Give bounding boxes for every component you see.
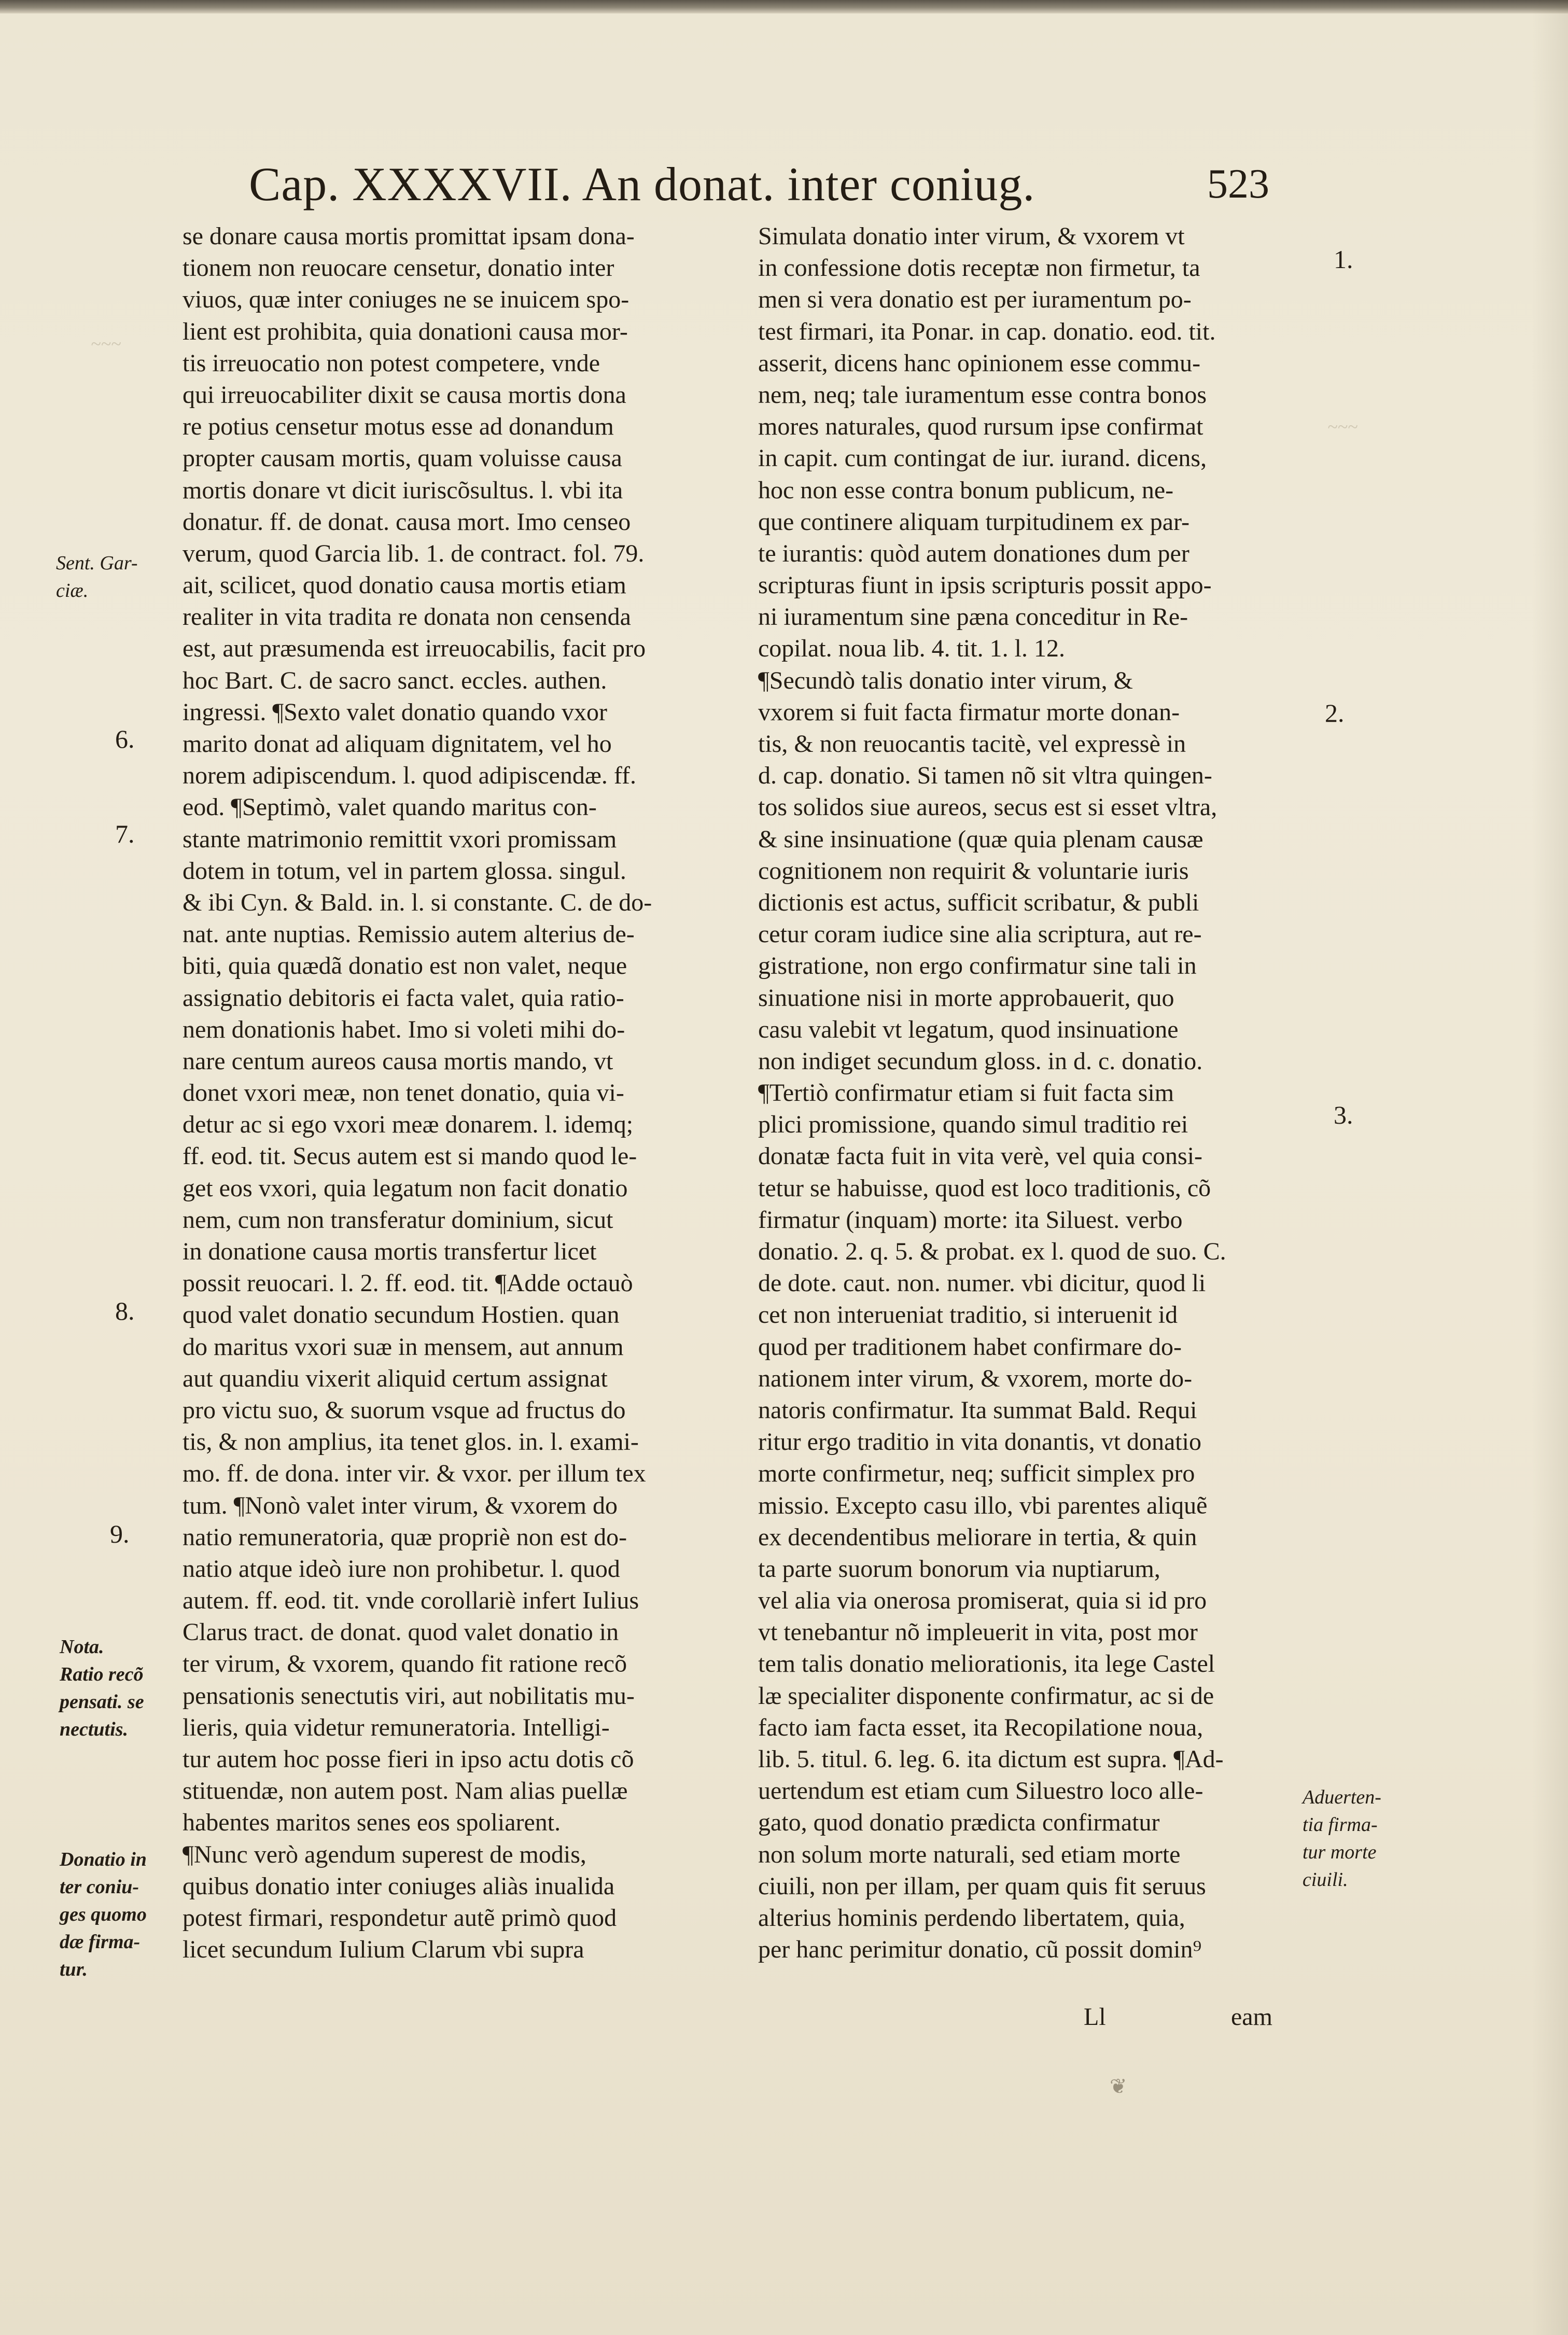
left-column-line: pensationis senectutis viri, aut nobilitatis mu- xyxy=(183,1682,635,1710)
show-through-mark: ~~~ xyxy=(1327,416,1358,437)
right-column-line: & sine insinuatione (quæ quia plenam causæ xyxy=(758,825,1203,853)
right-column-line: hoc non esse contra bonum publicum, ne- xyxy=(758,476,1174,504)
right-column-line: tis, & non reuocantis tacitè, vel expressè in xyxy=(758,730,1186,758)
right-column-line: asserit, dicens hanc opinionem esse commu- xyxy=(758,349,1201,377)
right-column-line: de dote. caut. non. numer. vbi dicitur, quod li xyxy=(758,1269,1206,1297)
left-column-line: pro victu suo, & suorum vsque ad fructus do xyxy=(183,1396,626,1424)
left-column-line: marito donat ad aliquam dignitatem, vel ho xyxy=(183,730,612,758)
right-column-line: in capit. cum contingat de iur. iurand. dicens, xyxy=(758,444,1207,472)
right-column-line: per hanc perimitur donatio, cũ possit domin⁹ xyxy=(758,1936,1202,1964)
left-column-line: hoc Bart. C. de sacro sanct. eccles. authen. xyxy=(183,666,607,694)
left-column-line: natio remuneratoria, quæ propriè non est do- xyxy=(183,1523,627,1551)
left-column-line: tum. ¶Nonò valet inter virum, & vxorem do xyxy=(183,1491,618,1519)
right-column-line: missio. Excepto casu illo, vbi parentes aliquẽ xyxy=(758,1491,1208,1519)
right-column-line: casu valebit vt legatum, quod insinuatione xyxy=(758,1015,1179,1043)
left-column-line: biti, quia quædã donatio est non valet, neque xyxy=(183,952,627,980)
left-column-line: possit reuocari. l. 2. ff. eod. tit. ¶Adde octauò xyxy=(183,1269,633,1297)
left-column-line: dotem in totum, vel in partem glossa. singul. xyxy=(183,857,626,885)
left-text-column xyxy=(183,220,722,1965)
right-column-line: læ specialiter disponente confirmatur, ac si de xyxy=(758,1682,1214,1710)
right-column-line: Simulata donatio inter virum, & vxorem vt xyxy=(758,222,1185,250)
left-column-line: qui irreuocabiliter dixit se causa mortis dona xyxy=(183,381,626,409)
left-column-line: lient est prohibita, quia donationi causa mor- xyxy=(183,317,628,345)
left-column-line: viuos, quæ inter coniuges ne se inuicem spo- xyxy=(183,286,629,314)
right-column-line: cet non interueniat traditio, si interuenit id xyxy=(758,1301,1178,1329)
right-column-line: cetur coram iudice sine alia scriptura, aut re- xyxy=(758,920,1202,948)
right-column-line: tem talis donatio meliorationis, ita lege Castel xyxy=(758,1650,1215,1678)
right-column-line: ¶Secundò talis donatio inter virum, & xyxy=(758,666,1133,694)
right-column-line: sinuatione nisi in morte approbauerit, quo xyxy=(758,984,1174,1012)
catchword: eam xyxy=(1231,2003,1272,2031)
paragraph-number: 3. xyxy=(1334,1100,1353,1129)
right-column-line: ta parte suorum bonorum via nuptiarum, xyxy=(758,1555,1160,1583)
paragraph-number: 2. xyxy=(1325,698,1345,728)
left-column-line: re potius censetur motus esse ad donandum xyxy=(183,413,614,441)
right-column-line: que continere aliquam turpitudinem ex par- xyxy=(758,508,1190,536)
right-column-line: donatæ facta fuit in vita verè, vel quia consi- xyxy=(758,1142,1203,1170)
margin-note-garcia: Sent. Gar- ciæ. xyxy=(56,552,138,602)
paragraph-number: 8. xyxy=(115,1296,135,1325)
left-column-line: potest firmari, respondetur autẽ primò quod xyxy=(183,1904,617,1932)
right-column-line: vxorem si fuit facta firmatur morte donan- xyxy=(758,698,1180,726)
right-column-line: men si vera donatio est per iuramentum po- xyxy=(758,286,1192,314)
left-column-line: est, aut præsumenda est irreuocabilis, facit pro xyxy=(183,635,646,663)
left-column-line: tionem non reuocare censetur, donatio inter xyxy=(183,254,614,282)
left-column-line: ¶Nunc verò agendum superest de modis, xyxy=(183,1840,586,1868)
right-column-line: ¶Tertiò confirmatur etiam si fuit facta sim xyxy=(758,1079,1174,1107)
paragraph-number: 1. xyxy=(1334,245,1353,274)
right-column-line: plici promissione, quando simul traditio rei xyxy=(758,1111,1188,1139)
left-column-line: aut quandiu vixerit aliquid certum assignat xyxy=(183,1364,608,1392)
right-text-column xyxy=(758,220,1303,1965)
signature-mark: Ll xyxy=(1084,2003,1106,2031)
right-column-line: donatio. 2. q. 5. & probat. ex l. quod de suo. C. xyxy=(758,1238,1226,1265)
right-column-line: copilat. noua lib. 4. tit. 1. l. 12. xyxy=(758,635,1065,663)
right-column-line: nationem inter virum, & vxorem, morte do- xyxy=(758,1364,1193,1392)
right-column-line: non solum morte naturali, sed etiam morte xyxy=(758,1840,1181,1868)
right-column-line: facto iam facta esset, ita Recopilatione noua, xyxy=(758,1713,1203,1741)
left-column-line: ait, scilicet, quod donatio causa mortis etiam xyxy=(183,571,626,599)
right-column-line: in confessione dotis receptæ non firmetur, ta xyxy=(758,254,1200,282)
left-column-line: quibus donatio inter coniuges aliàs inualida xyxy=(183,1872,615,1900)
left-column-line: eod. ¶Septimò, valet quando maritus con- xyxy=(183,793,597,821)
right-column-line: ciuili, non per illam, per quam quis fit seruus xyxy=(758,1872,1206,1900)
left-column-line: natio atque ideò iure non prohibetur. l. quod xyxy=(183,1555,620,1583)
right-column-line: vt tenebantur nõ impleuerit in vita, post mor xyxy=(758,1618,1198,1646)
page-top-edge xyxy=(0,0,1568,13)
left-column-line: Clarus tract. de donat. quod valet donatio in xyxy=(183,1618,619,1646)
right-column-line: ni iuramentum sine pæna conceditur in Re- xyxy=(758,603,1188,631)
right-column-line: test firmari, ita Ponar. in cap. donatio. eod. tit. xyxy=(758,317,1216,345)
left-column-line: mortis donare vt dicit iuriscõsultus. l. vbi ita xyxy=(183,476,623,504)
right-column-line: te iurantis: quòd autem donationes dum per xyxy=(758,539,1189,567)
right-column-line: uertendum est etiam cum Siluestro loco alle- xyxy=(758,1777,1203,1805)
right-column-line: mores naturales, quod rursum ipse confirmat xyxy=(758,413,1203,441)
left-column-line: nat. ante nuptias. Remissio autem alterius de- xyxy=(183,920,635,948)
left-column-line: do maritus vxori suæ in mensem, aut annum xyxy=(183,1333,624,1361)
left-column-line: autem. ff. eod. tit. vnde corollariè infert Iulius xyxy=(183,1587,639,1615)
right-column-line: non indiget secundum gloss. in d. c. donatio. xyxy=(758,1047,1203,1075)
left-column-line: ingressi. ¶Sexto valet donatio quando vxor xyxy=(183,698,607,726)
folio-number: 523 xyxy=(1207,161,1269,207)
left-column-line: nem donationis habet. Imo si voleti mihi do- xyxy=(183,1015,625,1043)
left-column-line: se donare causa mortis promittat ipsam dona- xyxy=(183,222,635,250)
left-column-line: donet vxori meæ, non tenet donatio, quia vi- xyxy=(183,1079,624,1107)
right-column-line: ritur ergo traditio in vita donantis, vt donatio xyxy=(758,1428,1201,1456)
left-column-line: mo. ff. de dona. inter vir. & vxor. per illum tex xyxy=(183,1460,646,1488)
show-through-mark: ~~~ xyxy=(91,333,121,354)
left-column-line: verum, quod Garcia lib. 1. de contract. fol. 79. xyxy=(183,539,645,567)
right-column-line: vel alia via onerosa promiserat, quia si id pro xyxy=(758,1587,1207,1615)
right-column-line: firmatur (inquam) morte: ita Siluest. verbo xyxy=(758,1206,1183,1234)
right-column-line: ex decendentibus meliorare in tertia, & quin xyxy=(758,1523,1197,1551)
left-column-line: ff. eod. tit. Secus autem est si mando quod le- xyxy=(183,1142,637,1170)
right-column-line: quod per traditionem habet confirmare do- xyxy=(758,1333,1182,1361)
left-column-line: & ibi Cyn. & Bald. in. l. si constante. C. de do- xyxy=(183,888,652,916)
right-column-line: gato, quod donatio prædicta confirmatur xyxy=(758,1809,1160,1837)
right-column-line: nem, neq; tale iuramentum esse contra bonos xyxy=(758,381,1207,409)
left-column-line: tis, & non amplius, ita tenet glos. in. l. exami- xyxy=(183,1428,639,1456)
left-column-line: ter virum, & vxorem, quando fit ratione recõ xyxy=(183,1650,627,1678)
left-column-line: nem, cum non transferatur dominium, sicut xyxy=(183,1206,613,1234)
left-column-line: stituendæ, non autem post. Nam alias puellæ xyxy=(183,1777,628,1805)
left-column-line: stante matrimonio remittit vxori promissam xyxy=(183,825,617,853)
left-column-line: donatur. ff. de donat. causa mort. Imo censeo xyxy=(183,508,631,536)
paragraph-number: 9. xyxy=(110,1519,130,1548)
right-column-line: dictionis est actus, sufficit scribatur, & publi xyxy=(758,888,1199,916)
right-column-line: scripturas fiunt in ipsis scripturis possit appo- xyxy=(758,571,1212,599)
right-column-line: lib. 5. titul. 6. leg. 6. ita dictum est supra. ¶Ad- xyxy=(758,1745,1224,1773)
right-column-line: tos solidos siue aureos, secus est si esset vltra, xyxy=(758,793,1217,821)
left-column-line: propter causam mortis, quam voluisse causa xyxy=(183,444,622,472)
margin-note-donatio: Donatio in ter coniu- ges quomo dæ firma- tur. xyxy=(60,1849,147,1980)
left-column-line: lieris, quia videtur remuneratoria. Intelligi- xyxy=(183,1713,610,1741)
left-column-line: norem adipiscendum. l. quod adipiscendæ. ff. xyxy=(183,762,636,790)
left-column-line: tur autem hoc posse fieri in ipso actu dotis cõ xyxy=(183,1745,634,1773)
right-column-line: d. cap. donatio. Si tamen nõ sit vltra quingen- xyxy=(758,762,1212,790)
paragraph-number: 6. xyxy=(115,724,135,753)
left-column-line: in donatione causa mortis transfertur licet xyxy=(183,1238,597,1265)
right-column-line: morte confirmetur, neq; sufficit simplex pro xyxy=(758,1460,1195,1488)
left-column-line: get eos vxori, quia legatum non facit donatio xyxy=(183,1174,628,1202)
paragraph-number: 7. xyxy=(115,819,135,848)
margin-note-aduertentia: Aduerten- tia firma- tur morte ciuili. xyxy=(1303,1786,1381,1891)
left-column-line: nare centum aureos causa mortis mando, vt xyxy=(183,1047,613,1075)
decorative-ornament: ❦ xyxy=(1110,2075,1127,2098)
left-column-line: realiter in vita tradita re donata non censenda xyxy=(183,603,631,631)
left-column-line: tis irreuocatio non potest competere, vnde xyxy=(183,349,600,377)
left-column-line: quod valet donatio secundum Hostien. quan xyxy=(183,1301,620,1329)
left-column-line: habentes maritos senes eos spoliarent. xyxy=(183,1809,561,1837)
right-column-line: alterius hominis perdendo libertatem, quia, xyxy=(758,1904,1185,1932)
right-column-line: cognitionem non requirit & voluntarie iuris xyxy=(758,857,1189,885)
right-column-line: tetur se habuisse, quod est loco traditionis, cõ xyxy=(758,1174,1211,1202)
left-column-line: detur ac si ego vxori meæ donarem. l. idemq; xyxy=(183,1111,634,1139)
right-column-line: gistratione, non ergo confirmatur sine tali in xyxy=(758,952,1197,980)
chapter-title: Cap. XXXXVII. An donat. inter coniug. xyxy=(249,158,1035,211)
left-column-line: assignatio debitoris ei facta valet, quia ratio- xyxy=(183,984,624,1012)
right-column-line: natoris confirmatur. Ita summat Bald. Requi xyxy=(758,1396,1197,1424)
running-header xyxy=(249,156,1286,213)
margin-note-ratio: Nota. Ratio recõ pensati. se nectutis. xyxy=(60,1636,144,1740)
left-column-line: licet secundum Iulium Clarum vbi supra xyxy=(183,1936,584,1964)
page-right-shadow xyxy=(1532,0,1568,2335)
